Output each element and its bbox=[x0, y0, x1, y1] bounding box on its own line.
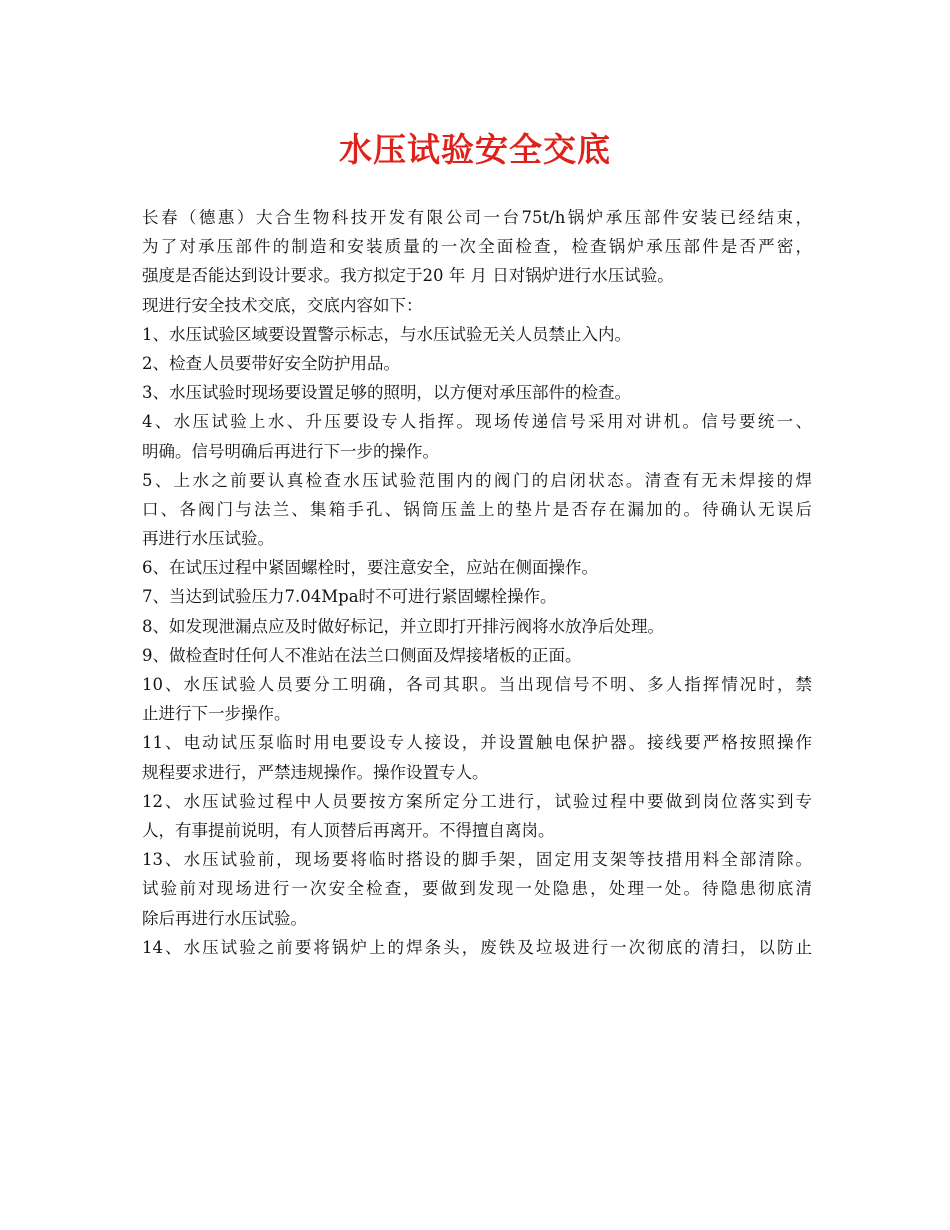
text-line: 现进行安全技术交底，交底内容如下： bbox=[142, 295, 423, 315]
text-line: 10、水压试验人员要分工明确，各司其职。当出现信号不明、多人指挥情况时，禁 bbox=[142, 675, 812, 694]
text-line: 再进行水压试验。 bbox=[142, 529, 274, 549]
text-line: 11、电动试压泵临时用电要设专人接设，并设置触电保护器。接线要严格按照操作 bbox=[142, 733, 812, 753]
text-line: 13、水压试验前，现场要将临时搭设的脚手架，固定用支架等技措用料全部清除。 bbox=[142, 850, 812, 870]
text-line: 明确。信号明确后再进行下一步的操作。 bbox=[142, 441, 439, 461]
text-line: 7、当达到试验压力7.04Mpa时不可进行紧固螺栓操作。 bbox=[142, 587, 557, 607]
text-line: 人，有事提前说明，有人顶替后再离开。不得擅自离岗。 bbox=[142, 820, 555, 840]
text-line: 1、水压试验区域要设置警示标志，与水压试验无关人员禁止入内。 bbox=[142, 324, 631, 344]
text-line: 强度是否能达到设计要求。我方拟定于20 年 月 日对锅炉进行水压试验。 bbox=[142, 266, 674, 286]
text-line: 止进行下一步操作。 bbox=[142, 704, 291, 724]
text-line: 为了对承压部件的制造和安装质量的一次全面检查，检查锅炉承压部件是否严密， bbox=[142, 237, 812, 257]
text-line: 长春（德惠）大合生物科技开发有限公司一台75t/h锅炉承压部件安装已经结束， bbox=[142, 208, 812, 227]
text-line: 3、水压试验时现场要设置足够的照明，以方便对承压部件的检查。 bbox=[142, 383, 631, 403]
text-line: 口、各阀门与法兰、集箱手孔、锅筒压盖上的垫片是否存在漏加的。待确认无误后 bbox=[142, 499, 812, 519]
text-line: 14、水压试验之前要将锅炉上的焊条头，废铁及垃圾进行一次彻底的清扫，以防止 bbox=[142, 937, 812, 957]
text-line: 规程要求进行，严禁违规操作。操作设置专人。 bbox=[142, 762, 489, 782]
text-line: 9、做检查时任何人不准站在法兰口侧面及焊接堵板的正面。 bbox=[142, 645, 582, 665]
document-title: 水压试验安全交底 bbox=[339, 130, 611, 169]
text-line: 8、如发现泄漏点应及时做好标记，并立即打开排污阀将水放净后处理。 bbox=[142, 616, 664, 636]
text-line: 2、检查人员要带好安全防护用品。 bbox=[142, 353, 400, 373]
text-line: 12、水压试验过程中人员要按方案所定分工进行，试验过程中要做到岗位落实到专 bbox=[142, 791, 812, 811]
text-line: 6、在试压过程中紧固螺栓时，要注意安全，应站在侧面操作。 bbox=[142, 558, 598, 578]
text-line: 除后再进行水压试验。 bbox=[142, 908, 307, 928]
text-line: 5、上水之前要认真检查水压试验范围内的阀门的启闭状态。清查有无未焊接的焊 bbox=[142, 470, 812, 490]
text-line: 4、水压试验上水、升压要设专人指挥。现场传递信号采用对讲机。信号要统一、 bbox=[142, 412, 812, 432]
document-body bbox=[142, 203, 812, 962]
text-line: 试验前对现场进行一次安全检查，要做到发现一处隐患，处理一处。待隐患彻底清 bbox=[142, 879, 812, 899]
